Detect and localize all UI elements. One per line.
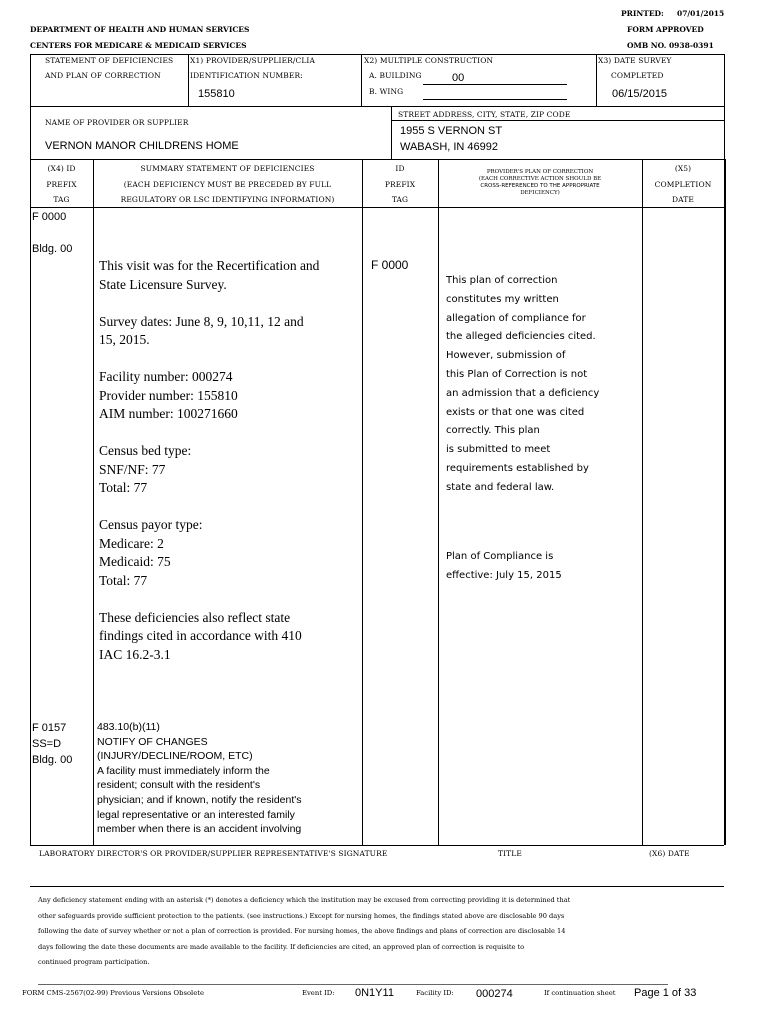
plan-of-correction-text: This plan of correction constitutes my written allegation of compliance for the alleged deficiencies cited. However, submission of this Plan of Correction is not an admission that a deficiency exists or that one was cited correctly. This plan is submitted to meet requirements established by state and federal law. xyxy=(446,275,600,493)
event-id-value: 0N1Y11 xyxy=(355,987,394,999)
wing-label: B. WING xyxy=(369,87,404,96)
omb-number: OMB NO. 0938-0391 xyxy=(627,41,714,50)
signature-date-label: (X6) DATE xyxy=(649,849,690,858)
address-line-1: 1955 S VERNON ST xyxy=(400,125,503,137)
prefix-tag-f0000: F 0000 Bldg. 00 xyxy=(32,211,73,255)
footnote-line-4: days following the date these documents are made available to the facility. If deficiencies are cited, an approved plan of correction is requisite to xyxy=(38,942,525,951)
x3-label-2: COMPLETED xyxy=(611,71,664,80)
plan-header-2: (EACH CORRECTIVE ACTION SHOULD BE xyxy=(478,176,602,182)
form-number: FORM CMS-2567(02-99) Previous Versions Obsolete xyxy=(22,989,205,997)
x4-header-2: PREFIX xyxy=(46,180,77,189)
x3-label-1: X3) DATE SURVEY xyxy=(598,56,672,65)
x5-header-1: (X5) xyxy=(674,164,692,173)
footnote-line-5: continued program participation. xyxy=(38,958,150,966)
plan-header-1: PROVIDER'S PLAN OF CORRECTION xyxy=(486,169,594,175)
facility-id-label: Facility ID: xyxy=(416,989,454,997)
signature-label: LABORATORY DIRECTOR'S OR PROVIDER/SUPPLIER REPRESENTATIVE'S SIGNATURE xyxy=(39,849,388,858)
x2-label: X2) MULTIPLE CONSTRUCTION xyxy=(364,56,494,65)
title-label: TITLE xyxy=(498,849,522,858)
event-id-label: Event ID: xyxy=(302,989,335,997)
address-label: STREET ADDRESS, CITY, STATE, ZIP CODE xyxy=(398,110,571,119)
footnote-line-1: Any deficiency statement ending with an asterisk (*) denotes a deficiency which the institution may be excused from correcting providing it is determined that xyxy=(38,896,571,904)
printed-date: 07/01/2015 xyxy=(677,9,725,18)
id-tag-f0000: F 0000 xyxy=(371,258,409,272)
x5-header-2: COMPLETION xyxy=(654,180,712,189)
x1-label-1: X1) PROVIDER/SUPPLIER/CLIA xyxy=(190,56,316,65)
statement-label-1: STATEMENT OF DEFICIENCIES xyxy=(45,56,174,65)
summary-header-3: REGULATORY OR LSC IDENTIFYING INFORMATION) xyxy=(120,195,335,204)
page-number: Page 1 of 33 xyxy=(634,987,697,999)
x5-header-3: DATE xyxy=(672,195,694,204)
prefix-tag-f0157: F 0157 SS=D Bldg. 00 xyxy=(32,722,73,766)
provider-id-number: 155810 xyxy=(198,88,235,100)
summary-f0000: This visit was for the Recertification and State Licensure Survey. Survey dates: June 8, 9, 10,11, 12 and 15, 2015. Facility number: 000274 Provider number: 155810 AIM number: 100271660 Census bed type: SNF/NF: 77 Total: 77 Census payor type: Medicare: 2 Medicaid: 75 Total: 77 These deficiencies also reflect state findings cited in accordance with 410 IAC 16.2-3.1 xyxy=(99,258,320,662)
deficiency-footnote xyxy=(38,893,718,971)
printed-label: PRINTED: xyxy=(621,9,664,18)
plan-of-compliance-date: Plan of Compliance is effective: July 15, 2015 xyxy=(446,551,562,581)
plan-header-4: DEFICIENCY) xyxy=(520,190,560,196)
plan-header xyxy=(438,169,642,197)
form-status: FORM APPROVED xyxy=(627,25,704,34)
id-header-3: TAG xyxy=(391,195,409,204)
x4-header-3: TAG xyxy=(53,195,70,204)
centers-name: CENTERS FOR MEDICARE & MEDICAID SERVICES xyxy=(30,41,247,50)
provider-name: VERNON MANOR CHILDRENS HOME xyxy=(45,140,239,152)
summary-header-2: (EACH DEFICIENCY MUST BE PRECEDED BY FULL xyxy=(123,180,332,189)
summary-f0157: 483.10(b)(11) NOTIFY OF CHANGES (INJURY/DECLINE/ROOM, ETC) A facility must immediately inform the resident; consult with the resident's physician; and if known, notify the resident's legal representative or an interested family member when there is an accident involving xyxy=(97,721,302,836)
id-header-2: PREFIX xyxy=(384,180,416,189)
plan-header-3: CROSS-REFERENCED TO THE APPROPRIATE xyxy=(480,183,600,189)
building-label: A. BUILDING xyxy=(369,71,422,80)
building-value: 00 xyxy=(452,72,465,84)
footnote-line-3: following the date of survey whether or not a plan of correction is provided. For nursing homes, the above findings and plans of correction are disclosable 14 xyxy=(38,927,566,935)
department-name: DEPARTMENT OF HEALTH AND HUMAN SERVICES xyxy=(30,25,250,34)
summary-header-1: SUMMARY STATEMENT OF DEFICIENCIES xyxy=(140,164,315,173)
statement-label-2: AND PLAN OF CORRECTION xyxy=(45,71,161,80)
footnote-line-2: other safeguards provide sufficient protection to the patients. (see instructions.) Except for nursing homes, the findings stated above are disclosable 90 days xyxy=(38,911,565,920)
x4-header-1: (X4) ID xyxy=(47,164,76,173)
provider-name-label: NAME OF PROVIDER OR SUPPLIER xyxy=(45,118,189,127)
facility-id-value: 000274 xyxy=(476,988,513,1000)
survey-completed-date: 06/15/2015 xyxy=(612,88,668,100)
address-line-2: WABASH, IN 46992 xyxy=(400,141,499,153)
id-header-1: ID xyxy=(395,164,405,173)
continuation-label: If continuation sheet xyxy=(544,989,616,997)
x1-label-2: IDENTIFICATION NUMBER: xyxy=(190,71,303,80)
